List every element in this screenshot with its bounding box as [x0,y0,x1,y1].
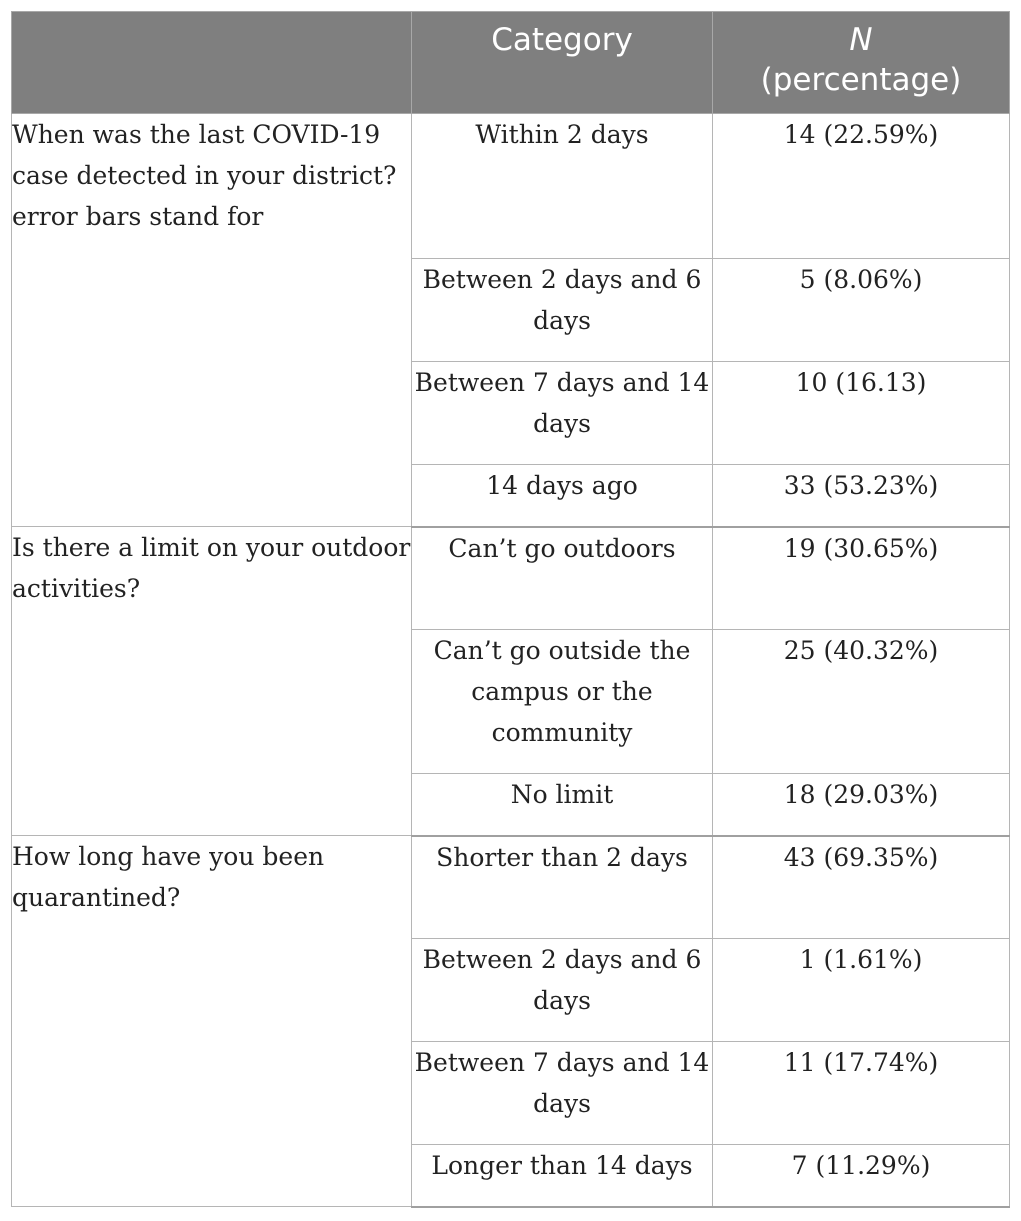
count-cell: 1 (1.61%) [713,939,1010,1042]
table-row [12,527,1010,630]
survey-table [11,11,1010,1208]
table-row [12,114,1010,259]
question-cell: Is there a limit on your outdoor activities? [12,527,412,836]
header-question [12,12,412,114]
count-cell: 19 (30.65%) [713,527,1010,630]
count-cell: 18 (29.03%) [713,774,1010,836]
category-cell: Can’t go outdoors [412,527,713,630]
count-cell: 7 (11.29%) [713,1145,1010,1207]
header-n-label: N [849,22,873,58]
count-cell: 43 (69.35%) [713,836,1010,939]
question-cell: When was the last COVID-19 case detected in your district? error bars stand for [12,114,412,527]
category-cell: No limit [412,774,713,836]
category-cell: 14 days ago [412,465,713,527]
count-cell: 33 (53.23%) [713,465,1010,527]
category-cell: Can’t go outside the campus or the community [412,630,713,774]
count-cell: 14 (22.59%) [713,114,1010,259]
header-n-percentage [713,12,1010,114]
count-cell: 25 (40.32%) [713,630,1010,774]
category-cell: Between 2 days and 6 days [412,939,713,1042]
header-category: Category [412,12,713,114]
header-row [12,12,1010,114]
count-cell: 11 (17.74%) [713,1042,1010,1145]
category-cell: Within 2 days [412,114,713,259]
table-row [12,836,1010,939]
count-cell: 5 (8.06%) [713,259,1010,362]
count-cell: 10 (16.13) [713,362,1010,465]
header-percentage-label: (percentage) [760,62,962,98]
category-cell: Shorter than 2 days [412,836,713,939]
category-cell: Between 2 days and 6 days [412,259,713,362]
category-cell: Longer than 14 days [412,1145,713,1207]
category-cell: Between 7 days and 14 days [412,1042,713,1145]
question-cell: How long have you been quarantined? [12,836,412,1207]
category-cell: Between 7 days and 14 days [412,362,713,465]
